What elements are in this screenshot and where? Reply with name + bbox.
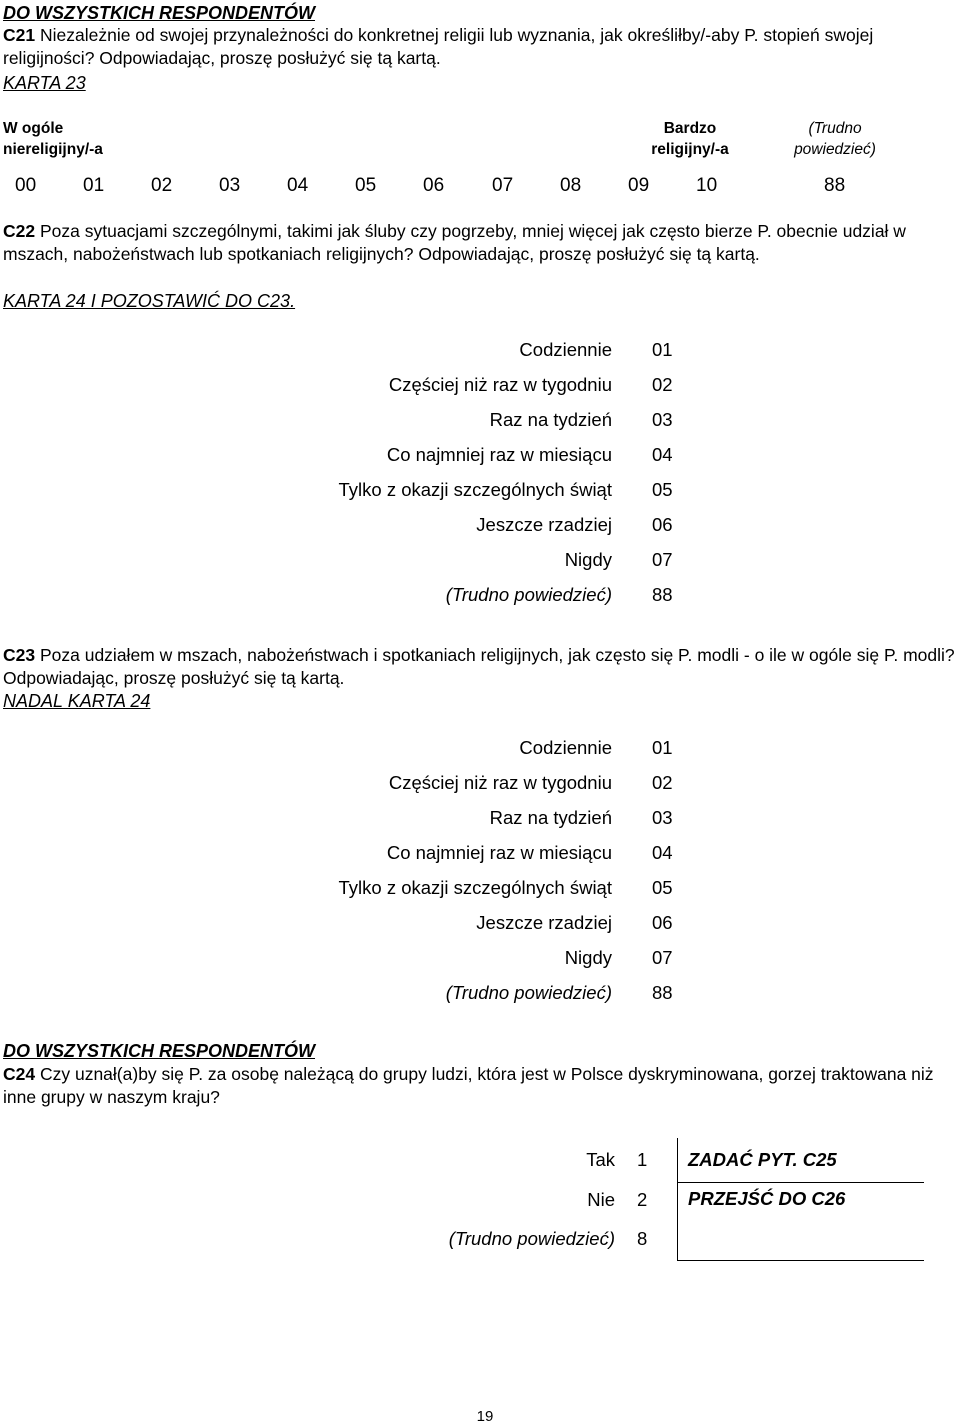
answer-option-label: Codziennie <box>519 737 612 758</box>
answer-option-code: 02 <box>652 374 673 395</box>
answer-option-code: 2 <box>637 1182 678 1218</box>
answer-option-label: Częściej niż raz w tygodniu <box>388 772 612 793</box>
scale-code: 06 <box>423 175 445 196</box>
scale-code: 08 <box>560 175 582 196</box>
question-number: C22 <box>3 221 36 241</box>
scale-code: 04 <box>287 175 309 196</box>
scale-code: 01 <box>83 175 105 196</box>
question-text: Poza udziałem w mszach, nabożeństwach i spotkaniach religijnych, jak często się P. modli - o ile w ogóle się P. modli? Odpowiadając, proszę posłużyć się tą kartą. <box>3 645 955 688</box>
section-header: DO WSZYSTKICH RESPONDENTÓW <box>3 3 316 23</box>
answer-option-label: Co najmniej raz w miesiącu <box>386 842 612 863</box>
answer-option-label: Jeszcze rzadziej <box>476 912 612 933</box>
answer-option-label: Tylko z okazji szczególnych świąt <box>338 877 612 898</box>
answer-option-code: 05 <box>652 877 673 898</box>
answer-option-label: Nigdy <box>564 549 612 570</box>
answer-option-code: 07 <box>652 947 673 968</box>
c24-answer-table <box>415 1138 924 1261</box>
question-c21 <box>3 24 958 69</box>
answer-option-label: Jeszcze rzadziej <box>476 514 612 535</box>
answer-option-label: Co najmniej raz w miesiącu <box>386 444 612 465</box>
answer-option-code: 88 <box>652 584 673 605</box>
page-number: 19 <box>476 1408 494 1425</box>
answer-option-label: Nigdy <box>564 947 612 968</box>
question-text: Poza sytuacjami szczególnymi, takimi jak śluby czy pogrzeby, mniej więcej jak często bierze P. obecnie udział w mszach, nabożeństwach lub spotkaniach religijnych? Odpowiadając, proszę posłużyć się tą kartą. <box>3 221 906 264</box>
card-instruction: KARTA 23 <box>3 73 86 93</box>
question-text: Niezależnie od swojej przynależności do konkretnej religii lub wyznania, jak określiłby/-aby P. stopień swojej religijności? Odpowiadając, proszę posłużyć się tą kartą. <box>3 25 874 68</box>
answer-option-label: Raz na tydzień <box>489 807 612 828</box>
skip-instruction: ZADAĆ PYT. C25 <box>678 1138 925 1182</box>
card-instruction: NADAL KARTA 24 <box>3 691 151 711</box>
answer-option-code: 02 <box>652 772 673 793</box>
scale-code: 07 <box>492 175 514 196</box>
answer-option-code: 1 <box>637 1138 678 1182</box>
scale-code: 02 <box>151 175 173 196</box>
answer-option-code: 07 <box>652 549 673 570</box>
answer-option-label: Codziennie <box>519 339 612 360</box>
question-text: Czy uznał(a)by się P. za osobę należącą do grupy ludzi, która jest w Polsce dyskryminowana, gorzej traktowana niż inne grupy w naszym kraju? <box>3 1064 934 1107</box>
answer-option-code: 01 <box>652 737 673 758</box>
answer-option-code: 04 <box>652 444 673 465</box>
answer-option-label: (Trudno powiedzieć) <box>448 1228 615 1249</box>
question-number: C21 <box>3 25 36 45</box>
scale-code: 05 <box>355 175 377 196</box>
answer-option-label: Częściej niż raz w tygodniu <box>388 374 612 395</box>
question-number: C23 <box>3 645 36 665</box>
answer-option-label: Tylko z okazji szczególnych świąt <box>338 479 612 500</box>
question-c22 <box>3 220 958 265</box>
answer-option-code: 05 <box>652 479 673 500</box>
answer-option-label: Tak <box>586 1149 615 1170</box>
answer-option-code: 06 <box>652 912 673 933</box>
scale-dk-label: (Trudno powiedzieć) <box>794 120 876 158</box>
scale-right-label: Bardzo religijny/-a <box>651 120 729 158</box>
answer-option-label: (Trudno powiedzieć) <box>445 584 612 605</box>
answer-option-label: (Trudno powiedzieć) <box>445 982 612 1003</box>
answer-option-code: 04 <box>652 842 673 863</box>
skip-instruction: PRZEJŚĆ DO C26 <box>678 1182 925 1260</box>
scale-code: 00 <box>15 175 37 196</box>
answer-option-label: Nie <box>587 1189 615 1210</box>
scale-left-label: W ogóle niereligijny/-a <box>3 120 103 158</box>
answer-option-code: 01 <box>652 339 673 360</box>
scale-dk-code: 88 <box>824 175 846 196</box>
question-number: C24 <box>3 1064 36 1084</box>
answer-option-code: 03 <box>652 409 673 430</box>
answer-option-code: 88 <box>652 982 673 1003</box>
answer-option-label: Raz na tydzień <box>489 409 612 430</box>
question-c24 <box>3 1063 958 1108</box>
question-c23 <box>3 644 958 689</box>
scale-code: 10 <box>696 175 718 196</box>
scale-codes <box>0 175 960 197</box>
scale-code: 09 <box>628 175 650 196</box>
scale-code: 03 <box>219 175 241 196</box>
card-instruction: KARTA 24 I POZOSTAWIĆ DO C23. <box>3 291 296 311</box>
answer-option-code: 8 <box>637 1218 678 1260</box>
section-header: DO WSZYSTKICH RESPONDENTÓW <box>3 1041 316 1061</box>
answer-option-code: 06 <box>652 514 673 535</box>
answer-option-code: 03 <box>652 807 673 828</box>
